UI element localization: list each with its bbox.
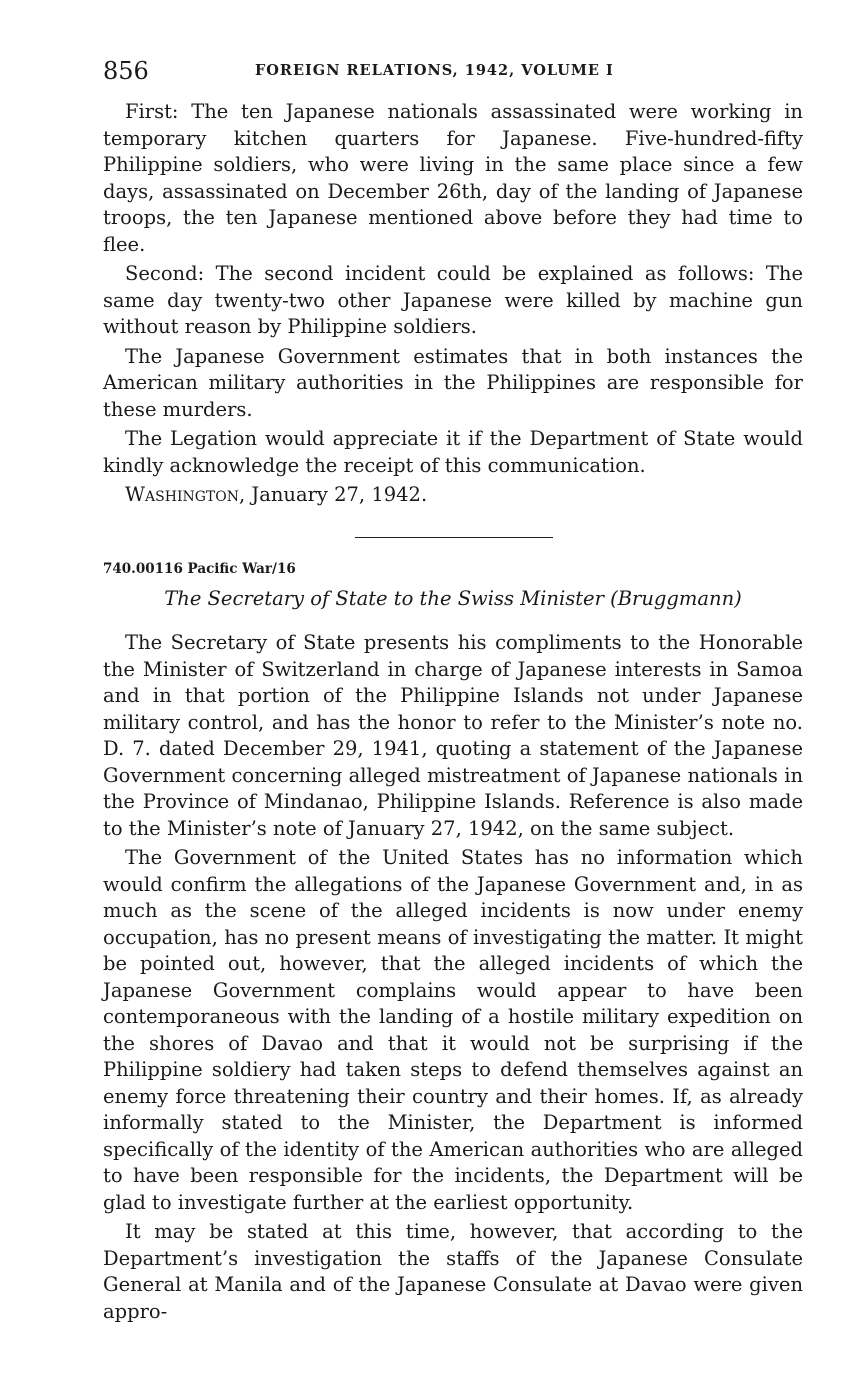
paragraph: The Japanese Government estimates that in both instances the American military authorities in the Philippines are responsible for these murders. [103,344,803,421]
paragraph: First: The ten Japanese nationals assassinated were working in temporary kitchen quarters for Japanese. Five-hundred-fifty Philippine soldiers, who were living in the same place since a few days, assassinated on December 26th, day of the landing of Japanese troops, the ten Japanese mentioned above before they had time to flee. [103,100,803,256]
paragraph: The Secretary of State presents his compliments to the Honorable the Minister of Switzerland in charge of Japanese interests in Samoa and in that portion of the Philippine Islands not under Japanese military control, and has the honor to refer to the Minister’s note no. D. 7. dated December 29, 1941, quoting a statement of the Japanese Government concerning alleged mistreatment of Japanese nationals in the Province of Mindanao, Philippine Islands. Reference is also made to the Minister’s note of January 27, 1942, on the same subject. [103,631,803,840]
paragraph: The Legation would appreciate it if the Department of State would kindly acknowledge the receipt of this communication. [103,427,803,477]
paragraph: Second: The second incident could be explained as follows: The same day twenty-two other Japanese were killed by machine gun without reason by Philippine soldiers. [103,262,803,338]
section-one-text [103,99,803,509]
document-title [103,586,803,612]
dateline [103,482,803,509]
file-reference: 740.00116 Pacific War/16 [103,561,296,577]
paragraph: The Government of the United States has no information which would confirm the allegations of the Japanese Government and, in as much as the scene of the alleged incidents is now under enemy occupation, has no present means of investigating the matter. It might be pointed out, however, that the alleged incidents of which the Japanese Government complains would appear to have been contemporaneous with the landing of a hostile military expedition on the shores of Davao and that it would not be surprising if the Philippine soldiery had taken steps to defend themselves against an enemy force threatening their country and their homes. If, as already informally stated to the Minister, the Department is informed specifically of the identity of the American authorities who are alleged to have been responsible for the incidents, the Department will be glad to investigate further at the earliest opportunity. [103,846,803,1214]
section-two-text [103,630,803,1325]
page-number: 856 [103,57,149,85]
dateline-place: Washington, [125,483,246,506]
running-title: FOREIGN RELATIONS, 1942, VOLUME I [255,62,614,79]
running-head [103,56,803,86]
document-title-main: The Secretary of State to the Swiss Minister [164,587,604,610]
dateline-date: January 27, 1942. [245,483,428,506]
paragraph: It may be stated at this time, however, that according to the Department’s investigation the staffs of the Japanese Consulate General at Manila and of the Japanese Consulate at Davao were given appro- [103,1220,803,1323]
document-title-name: (Bruggmann) [610,587,742,610]
section-divider [355,537,553,538]
